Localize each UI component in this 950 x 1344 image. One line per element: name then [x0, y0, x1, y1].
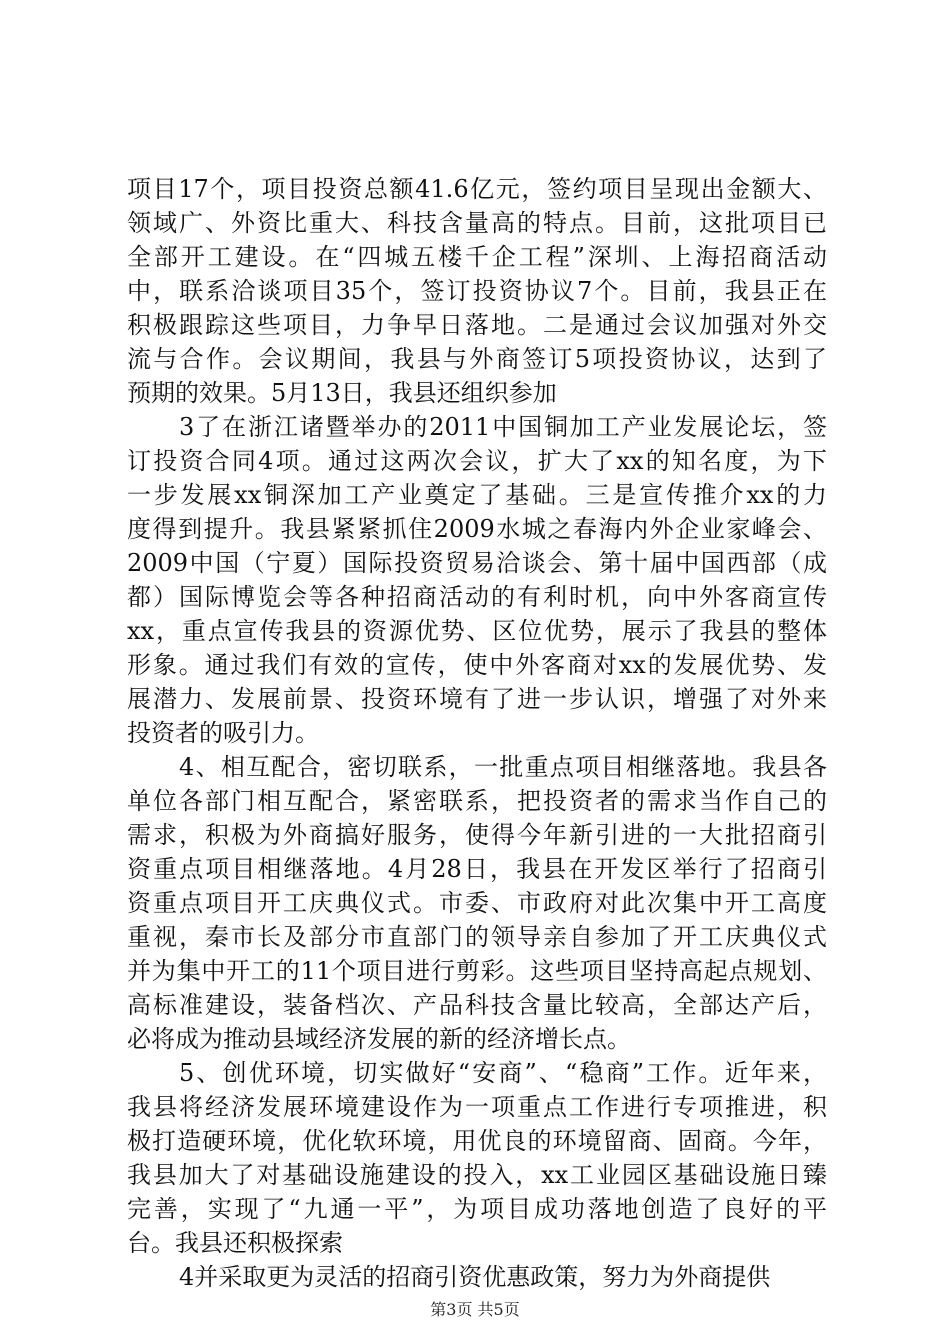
- page-footer: 第3页 共5页: [430, 1300, 520, 1319]
- text-line: 并为集中开工的11个项目进行剪彩。这些项目坚持高起点规划、: [127, 957, 827, 985]
- text-line: 项目17个，项目投资总额41.6亿元，签约项目呈现出金额大、: [127, 175, 827, 203]
- text-line: 需求，积极为外商搞好服务，使得今年新引进的一大批招商引: [127, 821, 827, 849]
- paragraph: [127, 1260, 827, 1294]
- text-line: 展潜力、发展前景、投资环境有了进一步认识，增强了对外来: [127, 685, 827, 713]
- paragraph: [127, 410, 827, 750]
- text-line: 流与合作。会议期间，我县与外商签订5项投资协议，达到了: [127, 345, 827, 373]
- text-line: 单位各部门相互配合，紧密联系，把投资者的需求当作自己的: [127, 787, 827, 815]
- text-line: 2009中国（宁夏）国际投资贸易洽谈会、第十届中国西部（成: [127, 549, 827, 577]
- text-line: xx，重点宣传我县的资源优势、区位优势，展示了我县的整体: [127, 617, 827, 645]
- text-line: 极打造硬环境，优化软环境，用优良的环境留商、固商。今年，: [127, 1127, 827, 1155]
- text-line: 度得到提升。我县紧紧抓住2009水城之春海内外企业家峰会、: [127, 515, 827, 543]
- text-line: 预期的效果。5月13日，我县还组织参加: [127, 379, 557, 407]
- text-line: 领域广、外资比重大、科技含量高的特点。目前，这批项目已: [127, 209, 827, 237]
- text-line: 资重点项目开工庆典仪式。市委、市政府对此次集中开工高度: [127, 889, 827, 917]
- text-line: 4、相互配合，密切联系，一批重点项目相继落地。我县各: [179, 753, 827, 781]
- text-line: 资重点项目相继落地。4月28日，我县在开发区举行了招商引: [127, 855, 827, 883]
- text-line: 投资者的吸引力。: [127, 719, 319, 747]
- text-line: 5、创优环境，切实做好“安商”、“稳商”工作。近年来，: [179, 1059, 827, 1087]
- text-line: 高标准建设，装备档次、产品科技含量比较高，全部达产后，: [127, 991, 827, 1019]
- text-line: 中，联系洽谈项目35个，签订投资协议7个。目前，我县正在: [127, 277, 827, 305]
- text-line: 一步发展xx铜深加工产业奠定了基础。三是宣传推介xx的力: [127, 481, 827, 509]
- text-line: 形象。通过我们有效的宣传，使中外客商对xx的发展优势、发: [127, 651, 827, 679]
- text-line: 全部开工建设。在“四城五楼千企工程”深圳、上海招商活动: [127, 243, 827, 271]
- text-line: 都）国际博览会等各种招商活动的有利时机，向中外客商宣传: [127, 583, 827, 611]
- text-line: 3了在浙江诸暨举办的2011中国铜加工产业发展论坛，签: [179, 413, 827, 441]
- paragraph: [127, 1056, 827, 1260]
- text-line: 我县加大了对基础设施建设的投入，xx工业园区基础设施日臻: [127, 1161, 827, 1189]
- text-line: 订投资合同4项。通过这两次会议，扩大了xx的知名度，为下: [127, 447, 827, 475]
- text-line: 台。我县还积极探索: [127, 1229, 343, 1257]
- text-line: 积极跟踪这些项目，力争早日落地。二是通过会议加强对外交: [127, 311, 827, 339]
- paragraph: [127, 172, 827, 410]
- text-line: 重视，秦市长及部分市直部门的领导亲自参加了开工庆典仪式: [127, 923, 827, 951]
- text-line: 我县将经济发展环境建设作为一项重点工作进行专项推进，积: [127, 1093, 827, 1121]
- paragraph: [127, 750, 827, 1056]
- text-line: 必将成为推动县域经济发展的新的经济增长点。: [127, 1025, 631, 1053]
- text-line: 4并采取更为灵活的招商引资优惠政策，努力为外商提供: [179, 1263, 771, 1291]
- text-line: 完善，实现了“九通一平”，为项目成功落地创造了良好的平: [127, 1195, 827, 1223]
- document-body: [127, 172, 827, 1294]
